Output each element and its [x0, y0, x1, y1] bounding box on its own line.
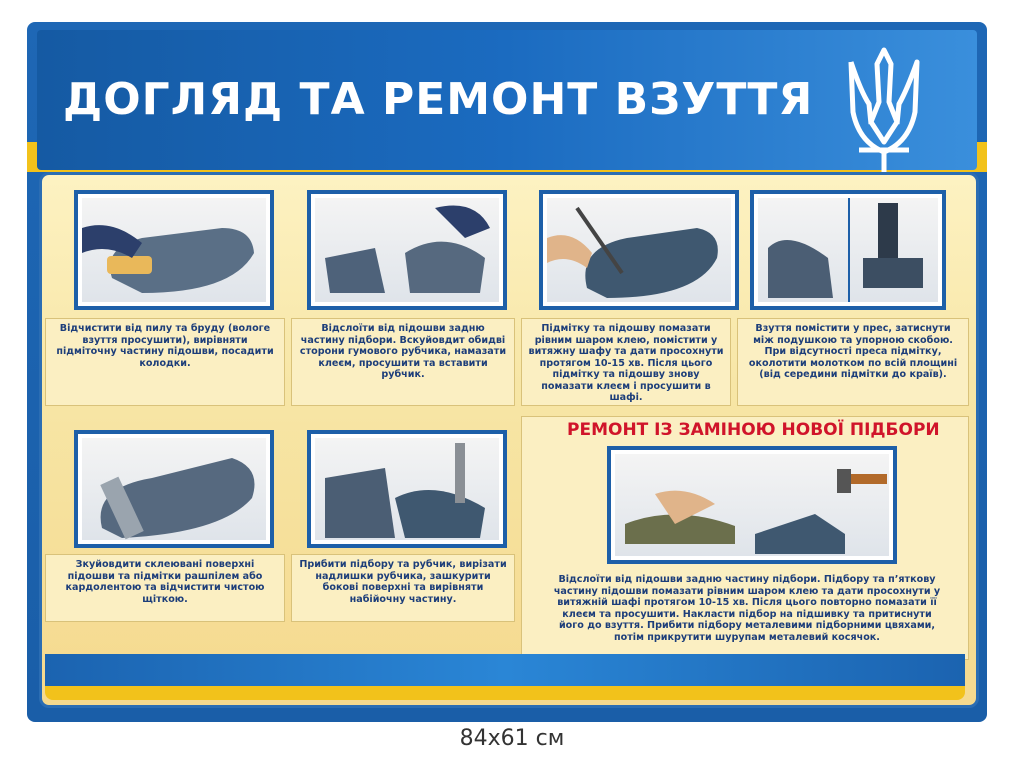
- size-label: 84x61 см: [459, 726, 565, 751]
- heel-separation-illustration: [315, 198, 499, 302]
- heel-replacement-image: [607, 446, 897, 564]
- step1-image: [74, 190, 274, 310]
- shoe-cleaning-illustration: [82, 198, 266, 302]
- step3-image: [539, 190, 739, 310]
- press-illustration: [758, 198, 938, 302]
- step2-caption: Відслоїти від підошви задню частину підбори. Вскуйовдит обидві сторони гумового рубчика, намазати клеєм, просушити та вставити рубчик.: [291, 318, 515, 406]
- step4-caption: Взуття помістити у прес, затиснути між подушкою та упорною скобою. При відсутності преса підмітку, околотити молотком по всій площині (від середини підмітки до країв).: [737, 318, 969, 406]
- heel-replacement-title: РЕМОНТ ІЗ ЗАМІНОЮ НОВОЇ ПІДБОРИ: [567, 420, 940, 440]
- poster: [27, 22, 987, 722]
- poster-title: ДОГЛЯД ТА РЕМОНТ ВЗУТТЯ: [63, 74, 814, 125]
- heel-nailing-illustration: [315, 438, 499, 540]
- rasping-illustration: [82, 438, 266, 540]
- step1-caption: Відчистити від пилу та бруду (вологе взуття просушити), вирівняти підміточну частину підошви, посадити колодки.: [45, 318, 285, 406]
- step3-caption: Підмітку та підошву помазати рівним шаром клею, помістити у витяжну шафу та дати просохнути протягом 10-15 хв. Після цього підмітку та підошву знову помазати клеєм і просушити в шафі.: [521, 318, 731, 406]
- step5-caption: Зкуйовдити склеювані поверхні підошви та підмітки рашпілем або кардолентою та відчистити чистою щіткою.: [45, 554, 285, 622]
- step7-caption: Відслоїти від підошви задню частину підбори. Підбору та п’яткову частину підошви помазати рівним шаром клею та дати просохнути у витяжній шафі протягом 10-15 хв. Після цього повторно помазати її клеєм та просушити. Накласти підбор на підшивку та притиснути його до взуття. Прибити підбору металевими підборними цвяхами, потім прикрутити шурупам металевий косячок.: [553, 574, 941, 643]
- step6-image: [307, 430, 507, 548]
- step5-image: [74, 430, 274, 548]
- heel-replacement-illustration: [615, 454, 889, 556]
- step2-image: [307, 190, 507, 310]
- glue-application-illustration: [547, 198, 731, 302]
- step4-image: [750, 190, 946, 310]
- step6-caption: Прибити підбору та рубчик, вирізати надлишки рубчика, зашкурити бокові поверхні та вирівняти набійочну частину.: [291, 554, 515, 622]
- trident-emblem-icon: [839, 42, 929, 187]
- bottom-yellow-stripe: [45, 686, 965, 700]
- bottom-blue-stripe: [45, 654, 965, 686]
